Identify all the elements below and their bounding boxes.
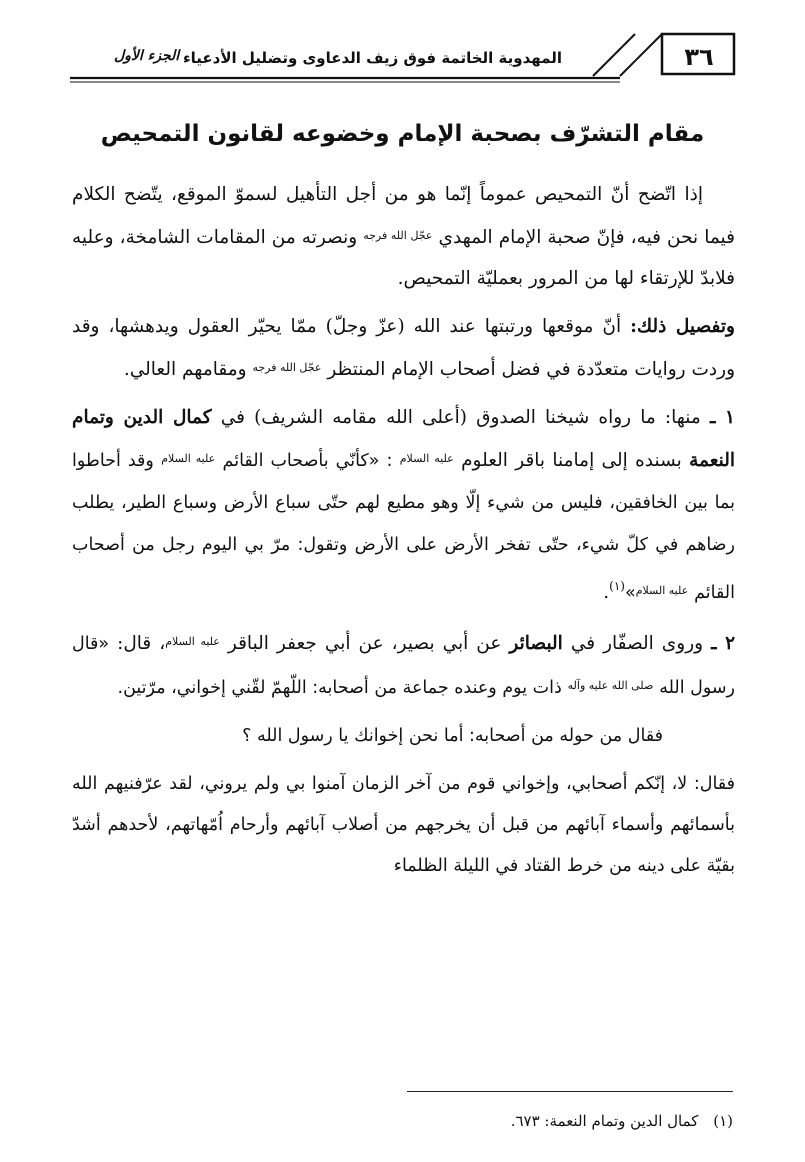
paragraph-text: عن أبي بصير، عن أبي جعفر الباقر xyxy=(227,633,502,654)
honorific-mark: عجّل الله فرجه xyxy=(252,361,322,374)
item-number: ٢ ـ xyxy=(711,633,736,654)
honorific-mark: صلى الله عليه وآله xyxy=(567,679,654,692)
honorific-mark: عجّل الله فرجه xyxy=(363,229,433,242)
paragraph-answer: فقال: لا، إنّكم أصحابي، وإخواني قوم من آخر الزمان آمنوا بي ولم يروني، لقد عرّفنيهم الله بأسمائهم وأسماء آبائهم من قبل أن يخرجهم من أصلاب آبائهم وأرحام اُمّهاتهم، لأحدهم أشدّ بقيّة على دينه من خرط القتاد في الليلة الظلماء xyxy=(72,774,735,876)
footnote-reference[interactable]: (١) xyxy=(609,579,625,593)
hadith-text: وقد أحاطوا بما بين الخافقين، فليس من شيء إلّا وهو مطيع لهم حتّى سباع الأرض وسباع الطير، يطلب رضاهم في كلّ شيء، حتّى تفخر الأرض على الأرض وتقول: مرّ بي اليوم رجل من أصحاب القائم xyxy=(72,451,735,603)
paragraph-intro xyxy=(72,174,735,299)
book-title: كمال الدين وتمام النعمة xyxy=(72,407,735,471)
hadith-text: : «كأنّي بأصحاب القائم xyxy=(222,451,393,471)
paragraph-text: ومقامهم العالي. xyxy=(123,359,247,380)
paragraph-text: منها: ما رواه شيخنا الصدوق (أعلى الله مقامه الشريف) في xyxy=(220,407,701,428)
footnote-separator xyxy=(407,1091,733,1092)
paragraph-text: ، قال: xyxy=(117,633,166,654)
paragraph-text: وروى الصفّار في xyxy=(570,633,704,654)
period: . xyxy=(603,582,610,603)
honorific-mark: عليه السلام xyxy=(635,584,689,597)
footnote-text: كمال الدين وتمام النعمة: ٦٧٣. xyxy=(510,1112,699,1130)
paragraph-text: بسنده إلى إمامنا باقر العلوم xyxy=(461,450,682,471)
page-body xyxy=(72,174,735,894)
paragraph-text: أنّ موقعها ورتبتها عند الله (عزّ وجلّ) ممّا يحيّر العقول ويدهشها، وقد وردت روايات متعدّدة في فضل أصحاب الإمام المنتظر xyxy=(72,316,735,380)
hadith-text: ذات يوم وعنده جماعة من أصحابه: اللّهمّ لقّني إخواني، مرّتين. xyxy=(117,678,562,698)
page-header xyxy=(70,32,738,84)
honorific-mark: عليه السلام xyxy=(165,635,220,648)
book-title: البصائر xyxy=(509,633,563,654)
honorific-mark: عليه السلام xyxy=(399,452,454,465)
hadith-text: «قال رسول الله xyxy=(72,634,735,698)
volume-label: الجزء الأول xyxy=(114,48,180,64)
item-number: ١ ـ xyxy=(709,407,735,428)
lead-in: وتفصيل ذلك: xyxy=(630,316,735,337)
footnote xyxy=(511,1108,733,1134)
section-title: مقام التشرّف بصحبة الإمام وخضوعه لقانون التمحيص xyxy=(100,121,705,147)
paragraph-narration-2 xyxy=(72,621,735,709)
paragraph-question: فقال من حوله من أصحابه: أما نحن إخوانك يا رسول الله ؟ xyxy=(242,726,663,746)
running-title: المهدوية الخاتمة فوق زيف الدعاوى وتضليل الأدعياء xyxy=(183,49,562,67)
honorific-mark: عليه السلام xyxy=(161,452,216,465)
paragraph-narration-1 xyxy=(72,397,735,614)
quote-close: » xyxy=(624,583,636,603)
paragraph-text: ونصرته من المقامات الشامخة، وعليه فلابدّ للإرتقاء لها من المرور بعمليّة التمحيص. xyxy=(72,227,735,289)
page-number: ٣٦ xyxy=(684,43,714,71)
paragraph-text: إذا اتّضح أنّ التمحيص عموماً إنّما هو من أجل التأهيل لسموّ الموقع، يتّضح الكلام فيما نحن فيه، فإنّ صحبة الإمام المهدي xyxy=(72,184,735,248)
footnote-mark: (١) xyxy=(713,1112,733,1130)
paragraph-details xyxy=(72,306,735,390)
